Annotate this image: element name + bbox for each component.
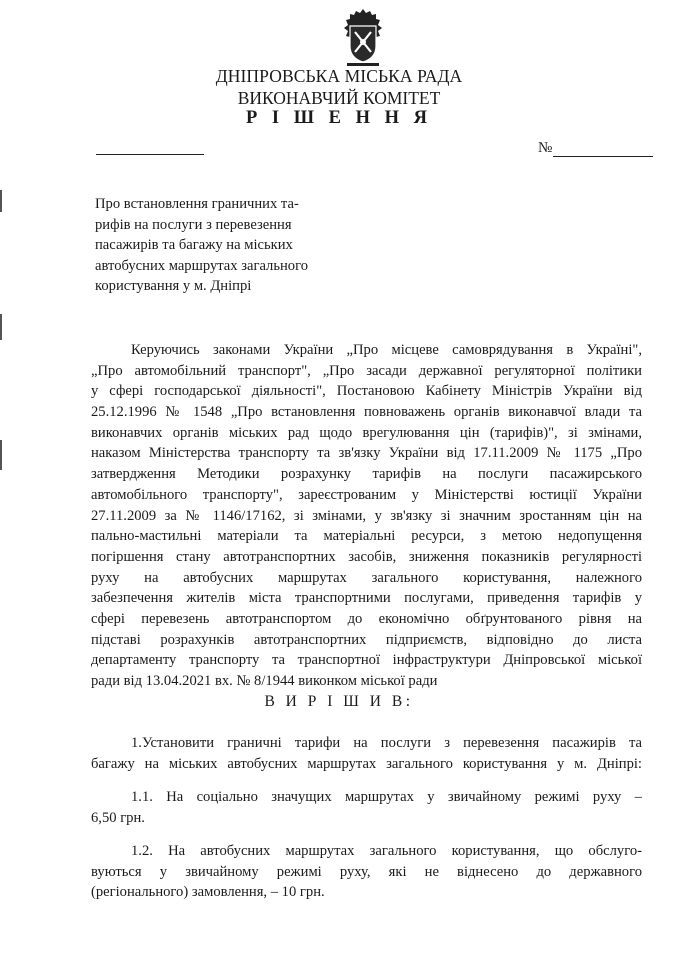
scan-edge-mark	[0, 314, 2, 340]
preamble-line: 25.12.1996 № 1548 „Про встановлення повноважень органів виконавчої влади та	[91, 404, 642, 421]
council-name: ДНІПРОВСЬКА МІСЬКА РАДА	[215, 66, 463, 86]
committee-name: ВИКОНАВЧИЙ КОМІТЕТ	[237, 88, 441, 108]
preamble-line: департаменту транспорту та транспортної інфраструктури Дніпровської міської	[91, 652, 642, 669]
preamble-line: погіршення стану автотранспортних засобів, зниження показників регулярності	[91, 548, 642, 565]
scan-edge-mark	[0, 190, 2, 212]
preamble-line: пально-мастильні матеріали та матеріальні ресурси, з метою недопущення	[91, 528, 642, 545]
preamble-line: наказом Міністерства транспорту та зв'язку України від 17.11.2009 № 1175 „Про	[91, 445, 642, 462]
preamble-line: забезпечення жителів міста транспортними послугами, приведення тарифів у	[91, 590, 642, 607]
scan-edge-mark	[0, 440, 2, 470]
subject-line: пасажирів та багажу на міських	[95, 237, 293, 253]
item-1-line: багажу на міських автобусних маршрутах загального користування у м. Дніпрі:	[91, 755, 642, 772]
preamble-line: Керуючись законами України „Про місцеве самоврядування в Україні",	[131, 342, 642, 358]
subject-line: Про встановлення граничних та-	[95, 196, 299, 212]
preamble-line: 27.11.2009 за № 1146/17162, зі змінами, у зв'язку зі значним зростанням цін на	[91, 507, 642, 524]
subject-line: рифів на послуги з перевезення	[95, 216, 292, 233]
preamble-line: виконавчих органів міських рад щодо врегулювання цін (тарифів)", зі змінами,	[91, 424, 642, 441]
item-1-2-line: 1.2. На автобусних маршрутах загального користування, що обслуго-	[131, 843, 642, 859]
item-1-2-paragraph	[91, 841, 642, 903]
document-type-title: Р І Ш Е Н Н Я	[245, 108, 433, 128]
preamble-line: сфері перевезень автотранспортом до економічно обґрунтованого рівня на	[91, 610, 642, 627]
item-1-1-line: 6,50 грн.	[91, 809, 145, 826]
item-1-2-line: (регіонального) замовлення, – 10 грн.	[91, 884, 325, 901]
item-1-1-line: 1.1. На соціально значущих маршрутах у звичайному режимі руху –	[131, 789, 642, 805]
subject-line: автобусних маршрутах загального	[95, 257, 309, 274]
item-1-1-paragraph	[91, 787, 642, 828]
date-blank-line	[96, 154, 204, 155]
number-label: №	[538, 140, 553, 156]
preamble-paragraph	[91, 340, 642, 692]
resolved-heading: В И Р І Ш И В:	[264, 693, 414, 710]
decision-subject	[95, 194, 335, 297]
item-1-2-line: вуються у звичайному режимі руху, які не віднесено до державного	[91, 863, 642, 880]
preamble-line: підставі розрахунків автотранспортних підприємств, відповідно до листа	[91, 631, 642, 648]
coat-of-arms-emblem	[340, 8, 386, 68]
preamble-line: „Про автомобільний транспорт", „Про засади державної регуляторної політики	[91, 362, 642, 379]
item-1-line: 1.Установити граничні тарифи на послуги з перевезення пасажирів та	[131, 735, 642, 751]
item-1-paragraph	[91, 733, 642, 774]
subject-line: користування у м. Дніпрі	[95, 278, 252, 294]
document-number-field	[538, 140, 653, 157]
preamble-line: руху на автобусних маршрутах загального користування, належного	[91, 569, 642, 586]
preamble-line: автомобільного транспорту", зареєстрованим у Міністерстві юстиції України	[91, 486, 642, 503]
preamble-line: затвердження Методики розрахунку тарифів на послуги пасажирського	[91, 466, 642, 483]
preamble-line: у сфері господарської діяльності", Постановою Кабінету Міністрів України від	[91, 383, 642, 400]
preamble-line: ради від 13.04.2021 вх. № 8/1944 виконком міської ради	[91, 673, 438, 689]
number-blank-line	[553, 142, 653, 157]
